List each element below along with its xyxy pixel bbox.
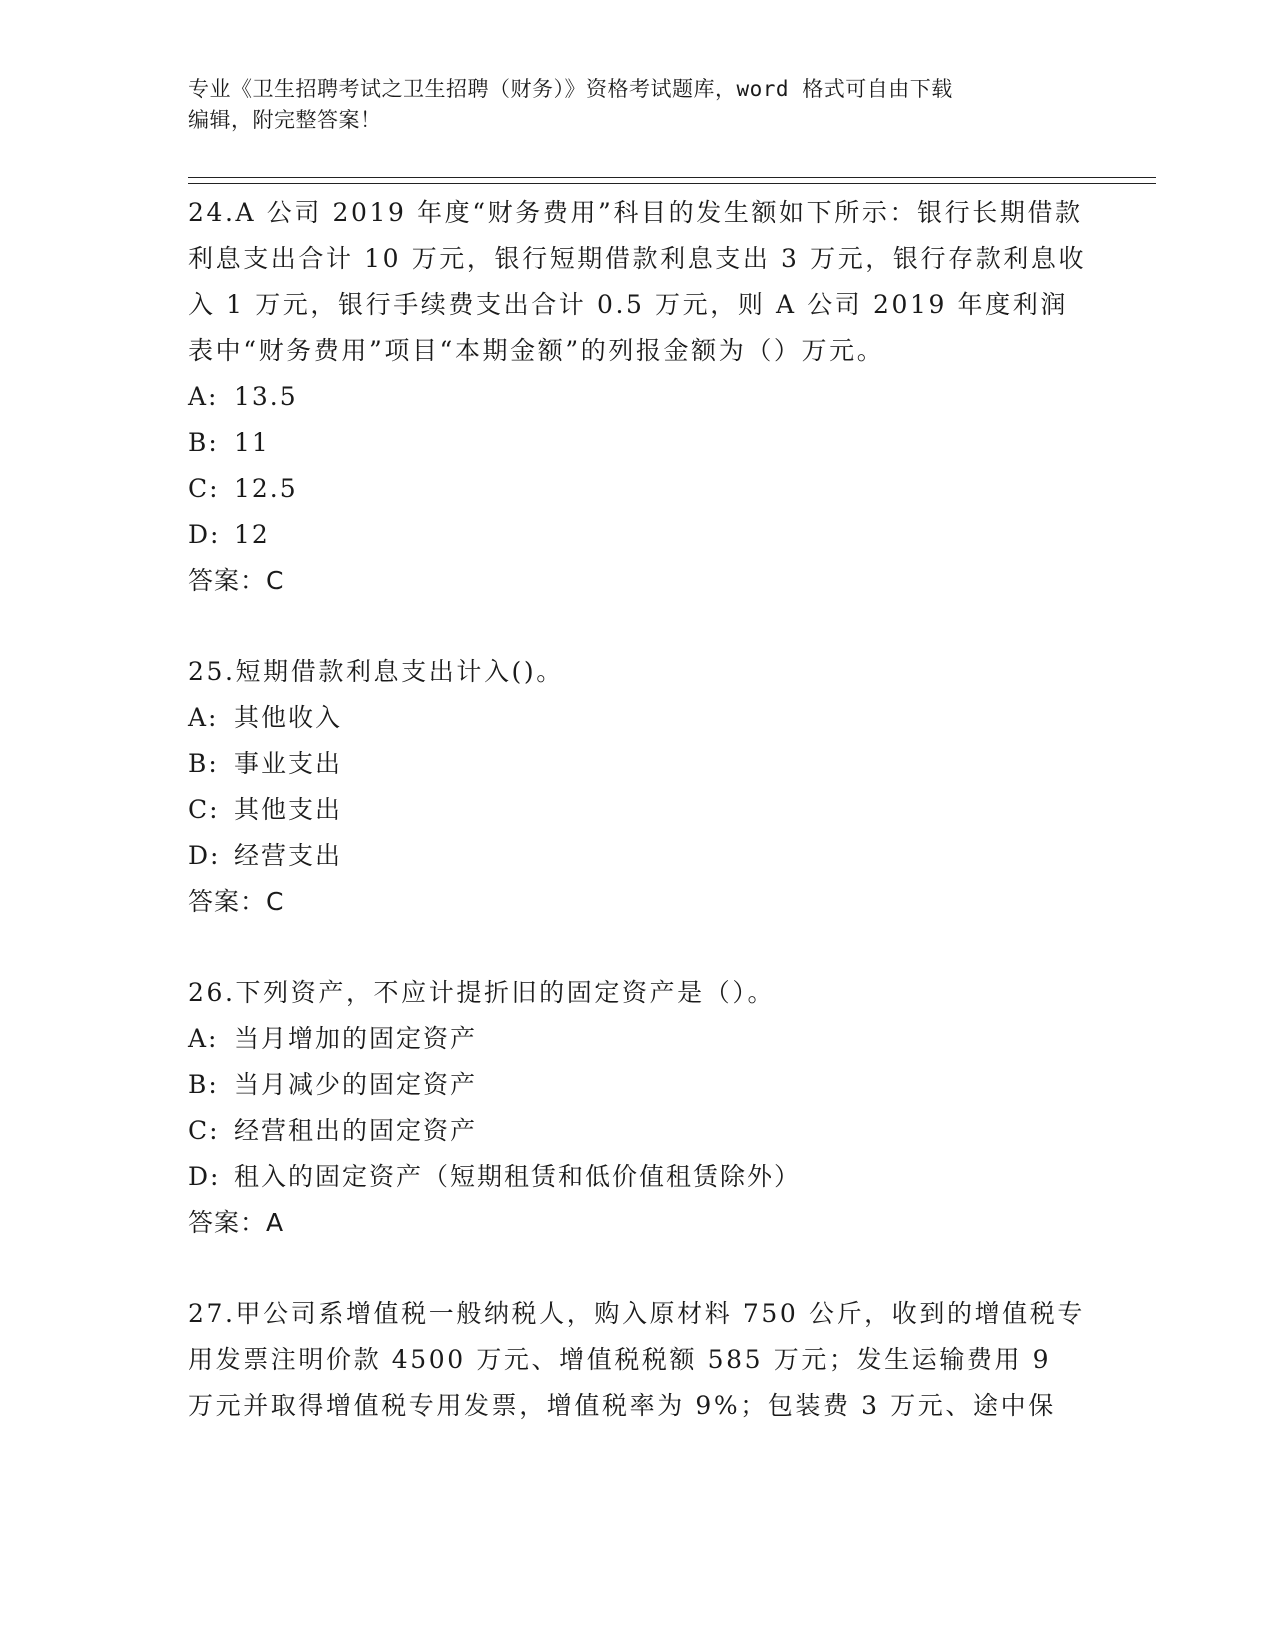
option-text: 事业支出 [234, 749, 343, 778]
option-text: 当月减少的固定资产 [234, 1070, 478, 1099]
option-key: C: [188, 474, 220, 503]
question-stem: 26.下列资产，不应计提折旧的固定资产是（）。 [188, 978, 776, 1007]
option-text: 11 [234, 428, 270, 457]
question-26 [188, 970, 1088, 1246]
option-list [188, 1016, 1088, 1200]
answer-line: 答案：C [188, 566, 285, 595]
header-line-2: 编辑，附完整答案！ [188, 108, 382, 132]
option-text: 其他支出 [234, 795, 343, 824]
option-d [188, 1154, 1088, 1200]
option-c [188, 1108, 1088, 1154]
answer-line: 答案：A [188, 1208, 285, 1237]
option-a [188, 695, 1088, 741]
question-stem: 25.短期借款利息支出计入()。 [188, 657, 564, 686]
header-line-1: 专业《卫生招聘考试之卫生招聘（财务）》资格考试题库，word 格式可自由下载 [188, 77, 953, 101]
option-d [188, 512, 1088, 558]
question-27 [188, 1291, 1088, 1429]
option-text: 租入的固定资产（短期租赁和低价值租赁除外） [234, 1162, 802, 1191]
question-stem: 27.甲公司系增值税一般纳税人，购入原材料 750 公斤，收到的增值税专用发票注明价款 4500 万元、增值税税额 585 万元；发生运输费用 9 万元并取得增值税专用发票，增值税率为 9%；包装费 3 万元、途中保 [188, 1299, 1085, 1420]
option-key: D: [188, 1162, 221, 1191]
option-key: B: [188, 428, 219, 457]
option-list [188, 695, 1088, 879]
option-key: D: [188, 520, 221, 549]
option-list [188, 374, 1088, 558]
header-divider-bottom [188, 183, 1156, 184]
option-key: B: [188, 1070, 219, 1099]
option-b [188, 1062, 1088, 1108]
option-b [188, 420, 1088, 466]
option-text: 12 [234, 520, 270, 549]
option-key: A: [188, 703, 219, 732]
document-header [188, 74, 1068, 136]
option-c [188, 787, 1088, 833]
question-list [188, 190, 1088, 1474]
option-text: 13.5 [234, 382, 298, 411]
option-key: C: [188, 795, 220, 824]
option-text: 12.5 [234, 474, 298, 503]
option-key: A: [188, 382, 219, 411]
option-key: D: [188, 841, 221, 870]
option-key: A: [188, 1024, 219, 1053]
option-a [188, 374, 1088, 420]
question-stem: 24.A 公司 2019 年度“财务费用”科目的发生额如下所示：银行长期借款利息支出合计 10 万元，银行短期借款利息支出 3 万元，银行存款利息收入 1 万元，银行手续费支出合计 0.5 万元，则 A 公司 2019 年度利润表中“财务费用”项目“本期金额”的列报金额为（）万元。 [188, 198, 1087, 365]
option-c [188, 466, 1088, 512]
option-text: 经营支出 [234, 841, 343, 870]
option-a [188, 1016, 1088, 1062]
option-text: 经营租出的固定资产 [234, 1116, 478, 1145]
option-key: B: [188, 749, 219, 778]
option-text: 当月增加的固定资产 [234, 1024, 478, 1053]
option-b [188, 741, 1088, 787]
header-divider-top [188, 177, 1156, 178]
answer-line: 答案：C [188, 887, 285, 916]
question-24 [188, 190, 1088, 604]
option-text: 其他收入 [234, 703, 343, 732]
option-d [188, 833, 1088, 879]
option-key: C: [188, 1116, 220, 1145]
question-25 [188, 649, 1088, 925]
